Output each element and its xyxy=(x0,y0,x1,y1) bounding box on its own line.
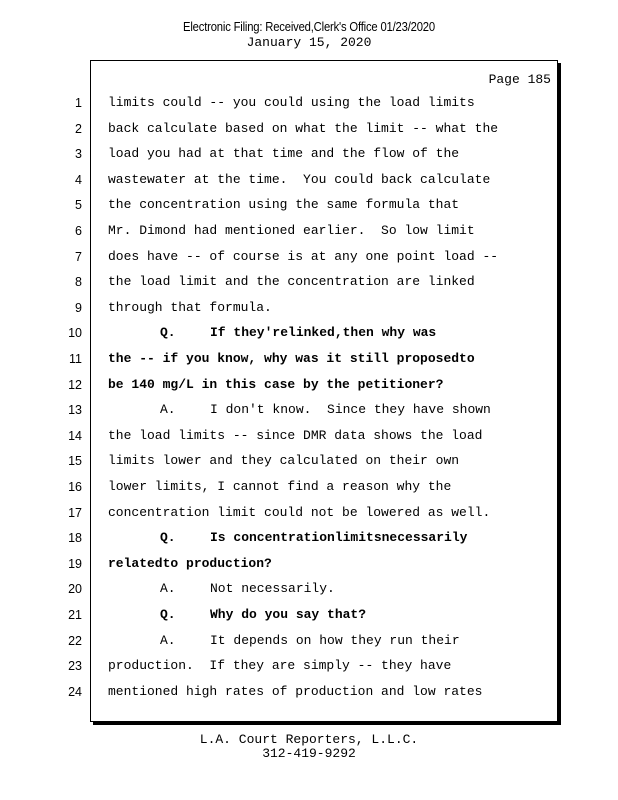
line-number: 6 xyxy=(75,224,82,238)
line-number: 9 xyxy=(75,301,82,315)
transcript-line xyxy=(108,325,436,340)
transcript-line xyxy=(108,633,460,648)
transcript-line xyxy=(108,95,475,110)
answer-marker: A. xyxy=(160,633,176,648)
question-marker: Q. xyxy=(160,530,176,545)
line-number: 14 xyxy=(68,429,82,443)
line-text: the load limits -- since DMR data shows the load xyxy=(108,428,483,443)
line-text: does have -- of course is at any one point load -- xyxy=(108,249,499,264)
transcript-line xyxy=(108,658,451,673)
line-text: the -- if you know, why was it still proposedto xyxy=(108,351,475,366)
transcript-line xyxy=(108,428,482,443)
line-number: 17 xyxy=(68,506,82,520)
line-number: 24 xyxy=(68,685,82,699)
line-number: 10 xyxy=(68,326,82,340)
transcript-date: January 15, 2020 xyxy=(246,35,372,50)
line-number: 3 xyxy=(75,147,82,161)
line-number: 1 xyxy=(75,96,82,110)
line-number: 22 xyxy=(68,634,82,648)
line-number: 16 xyxy=(68,480,82,494)
line-text: wastewater at the time. You could back calculate xyxy=(108,172,491,187)
line-text: concentration limit could not be lowered as well. xyxy=(108,505,491,520)
transcript-line xyxy=(108,249,498,264)
transcript-line xyxy=(108,377,443,392)
transcript-line xyxy=(108,530,467,545)
transcript-line xyxy=(108,172,490,187)
transcript-line xyxy=(108,402,491,417)
line-text: limits lower and they calculated on their own xyxy=(108,453,460,468)
transcript-line xyxy=(108,505,490,520)
transcript-line xyxy=(108,581,335,596)
line-number: 19 xyxy=(68,557,82,571)
line-text: lower limits, I cannot find a reason why the xyxy=(108,479,452,494)
line-number: 7 xyxy=(75,250,82,264)
line-number: 12 xyxy=(68,378,82,392)
line-text: Why do you say that? xyxy=(210,607,367,622)
transcript-line xyxy=(108,453,459,468)
line-text: the concentration using the same formula that xyxy=(108,197,460,212)
line-number: 15 xyxy=(68,454,82,468)
page-number: Page 185 xyxy=(488,72,551,87)
answer-marker: A. xyxy=(160,581,176,596)
line-text: I don't know. Since they have shown xyxy=(210,402,491,417)
question-marker: Q. xyxy=(160,607,176,622)
line-text: relatedto production? xyxy=(108,556,272,571)
line-number: 4 xyxy=(75,173,82,187)
line-text: It depends on how they run their xyxy=(210,633,460,648)
line-number: 11 xyxy=(69,352,82,366)
line-text: If they'relinked,then why was xyxy=(210,325,437,340)
reporter-phone: 312-419-9292 xyxy=(262,746,356,761)
line-text: limits could -- you could using the load limits xyxy=(108,95,475,110)
line-text: load you had at that time and the flow of the xyxy=(108,146,460,161)
transcript-line xyxy=(108,223,475,238)
transcript-line xyxy=(108,479,451,494)
line-number: 2 xyxy=(75,122,82,136)
answer-marker: A. xyxy=(160,402,176,417)
line-text: the load limit and the concentration are linked xyxy=(108,274,475,289)
line-number: 5 xyxy=(75,198,82,212)
line-number: 21 xyxy=(68,608,82,622)
transcript-line xyxy=(108,556,272,571)
transcript-line xyxy=(108,684,482,699)
transcript-line xyxy=(108,607,366,622)
line-number: 18 xyxy=(68,531,82,545)
line-text: mentioned high rates of production and low rates xyxy=(108,684,483,699)
transcript-line xyxy=(108,274,475,289)
line-number: 20 xyxy=(68,582,82,596)
transcript-line xyxy=(108,351,475,366)
line-text: be 140 mg/L in this case by the petitioner? xyxy=(108,377,444,392)
transcript-line xyxy=(108,146,459,161)
filing-stamp: Electronic Filing: Received,Clerk's Office 01/23/2020 xyxy=(183,20,435,34)
transcript-line xyxy=(108,121,498,136)
line-number: 8 xyxy=(75,275,82,289)
line-number: 13 xyxy=(68,403,82,417)
line-text: Is concentrationlimitsnecessarily xyxy=(210,530,468,545)
question-marker: Q. xyxy=(160,325,176,340)
line-text: Mr. Dimond had mentioned earlier. So low limit xyxy=(108,223,475,238)
reporter-company: L.A. Court Reporters, L.L.C. xyxy=(199,732,419,747)
line-text: back calculate based on what the limit -- what the xyxy=(108,121,499,136)
transcript-line xyxy=(108,197,459,212)
transcript-line xyxy=(108,300,272,315)
line-text: through that formula. xyxy=(108,300,272,315)
line-text: Not necessarily. xyxy=(210,581,335,596)
line-text: production. If they are simply -- they have xyxy=(108,658,452,673)
line-number: 23 xyxy=(68,659,82,673)
footer xyxy=(0,733,618,761)
